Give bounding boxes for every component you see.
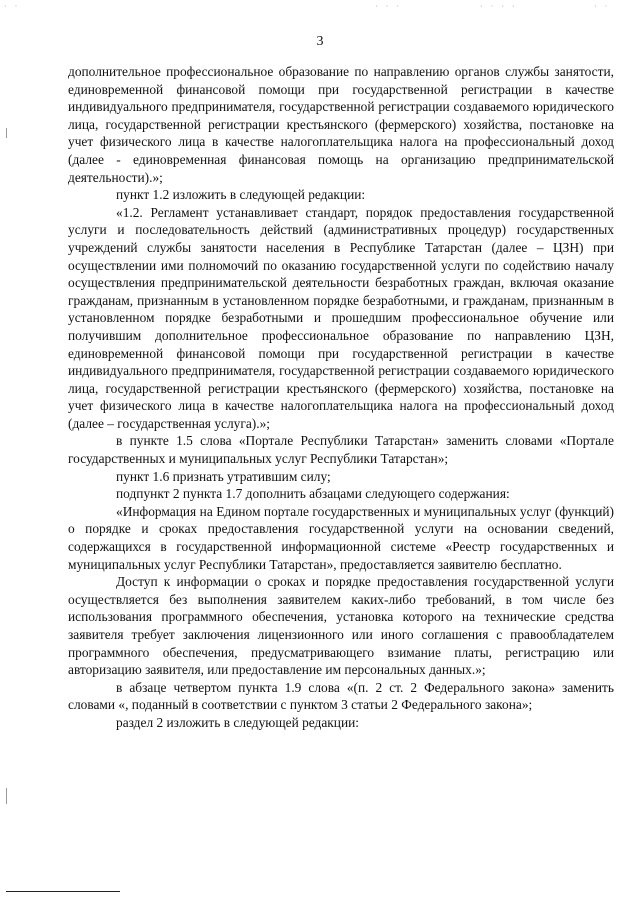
paragraph: подпункт 2 пункта 1.7 дополнить абзацами следующего содержания:: [116, 486, 510, 502]
paragraph: пункт 1.6 признать утратившим силу;: [116, 468, 331, 484]
footer-rule: [6, 891, 120, 892]
scan-artifact: · · ·: [375, 2, 402, 11]
scan-artifact: · · · ·: [480, 2, 518, 11]
page-number: 3: [316, 34, 324, 49]
document-body: [68, 63, 614, 732]
scan-artifact: · ·: [4, 2, 21, 11]
paragraph: дополнительное профессиональное образование по направлению органов службы занятости, единовременной финансовой помощи при государственной регистрации в качестве индивидуального предпринимателя, государственной регистрации создаваемого юридического лица, государственной регистрации крестьянского (фермерского) хозяйства, постановке на учет физического лица в качестве налогоплательщика налога на профессиональный доход (далее - единовременная финансовая помощь на организацию предпринимательской деятельности).»;: [68, 64, 614, 185]
paragraph: Доступ к информации о сроках и порядке предоставления государственной услуги осуществляется без выполнения заявителем каких-либо требований, в том числе без использования программного обеспечения, установка которого на технические средства заявителя требует заключения лицензионного или иного соглашения с правообладателем программного обеспечения, предусматривающего взимание платы, регистрацию или авторизацию заявителя, или предоставление им персональных данных.»;: [68, 574, 614, 678]
paragraph: «1.2. Регламент устанавливает стандарт, порядок предоставления государственной услуги и последовательность действий (административных процедур) государственных учреждений службы занятости населения в Республике Татарстан (далее – ЦЗН) при осуществлении ими полномочий по оказанию государственной услуги по содействию началу осуществления предпринимательской деятельности безработных граждан, включая оказание гражданам, признанным в установленном порядке безработными, и гражданам, признанным в установленном порядке безработными и прошедшим профессиональное обучение или получившим дополнительное профессиональное образование по направлению ЦЗН, единовременной финансовой помощи при государственной регистрации в качестве индивидуального предпринимателя, государственной регистрации создаваемого юридического лица, государственной регистрации крестьянского (фермерского) хозяйства, постановке на учет физического лица в качестве налогоплательщика налога на профессиональный доход (далее – государственная услуга).»;: [68, 204, 614, 431]
paragraph: «Информация на Едином портале государственных и муниципальных услуг (функций) о порядке и сроках предоставления государственной услуги на основании сведений, содержащихся в государственной информационной системе «Реестр государственных и муниципальных услуг Республики Татарстан», предоставляется заявителю бесплатно.: [68, 503, 614, 572]
margin-mark: [6, 788, 7, 804]
paragraph: раздел 2 изложить в следующей редакции:: [116, 714, 360, 730]
margin-mark: [6, 128, 7, 138]
paragraph: пункт 1.2 изложить в следующей редакции:: [116, 187, 366, 203]
paragraph: в абзаце четвертом пункта 1.9 слова «(п. 2 ст. 2 Федерального закона» заменить словами «, поданный в соответствии с пунктом 3 статьи 2 Федерального закона»;: [68, 679, 614, 713]
paragraph: в пункте 1.5 слова «Портале Республики Татарстан» заменить словами «Портале государственных и муниципальных услуг Республики Татарстан»;: [68, 433, 614, 467]
scan-artifact: · ·: [594, 2, 611, 11]
